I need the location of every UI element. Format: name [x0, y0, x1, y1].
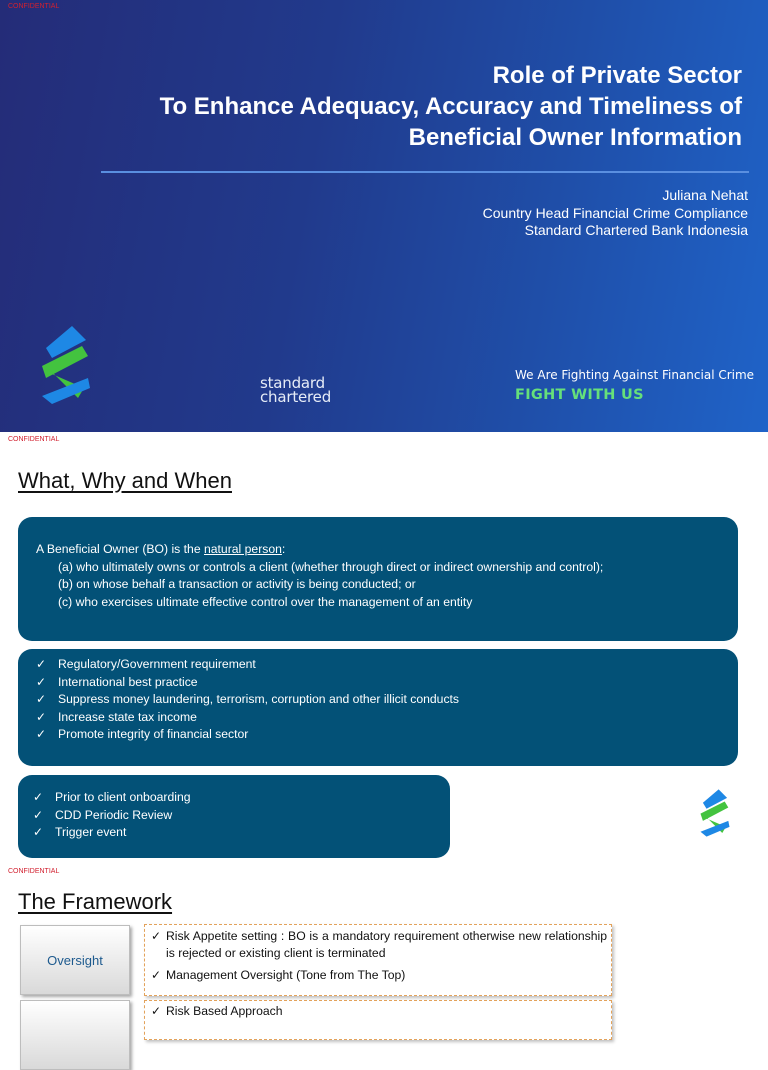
- list-item: ✓ Risk Based Approach: [151, 1004, 283, 1018]
- standard-chartered-wordmark: standard chartered: [260, 374, 332, 406]
- presenter-role: Country Head Financial Crime Compliance: [482, 204, 748, 221]
- list-item: ✓ CDD Periodic Review: [33, 807, 191, 825]
- title-line-1: Role of Private Sector: [492, 62, 742, 89]
- framework-label-box: [20, 1000, 130, 1070]
- check-icon: ✓: [151, 1004, 162, 1018]
- list-item: ✓ Regulatory/Government requirement: [36, 656, 459, 674]
- list-item: ✓ Promote integrity of financial sector: [36, 726, 459, 744]
- check-icon: ✓: [36, 692, 47, 706]
- check-icon: ✓: [33, 807, 44, 822]
- slogan: FIGHT WITH US: [515, 387, 644, 403]
- why-list: [36, 656, 459, 744]
- title-divider: [101, 171, 749, 173]
- when-list: [33, 789, 191, 842]
- confidential-label: CONFIDENTIAL: [8, 3, 60, 10]
- definition-item-a: (a) who ultimately owns or controls a client (whether through direct or indirect ownership and control);: [58, 559, 604, 574]
- list-item: ✓ Suppress money laundering, terrorism, corruption and other illicit conducts: [36, 691, 459, 709]
- list-item: ✓ Risk Appetite setting : BO is a mandatory requirement otherwise new relationship is rejected or existing client is terminated: [151, 929, 607, 960]
- slide-heading: The Framework: [18, 889, 173, 914]
- list-item: ✓ Increase state tax income: [36, 709, 459, 727]
- check-icon: ✓: [33, 825, 44, 839]
- why-box: [18, 649, 738, 766]
- when-box: [18, 775, 450, 858]
- presenter-org: Standard Chartered Bank Indonesia: [524, 222, 748, 238]
- bo-definition: A Beneficial Owner (BO) is the natural person:: [36, 542, 286, 556]
- confidential-label: CONFIDENTIAL: [8, 868, 60, 875]
- list-item: ✓ International best practice: [36, 674, 459, 692]
- check-icon: ✓: [36, 674, 47, 689]
- definition-item-c: (c) who exercises ultimate effective control over the management of an entity: [58, 594, 473, 609]
- presenter-block: [483, 187, 748, 240]
- framework-slide: [0, 864, 768, 1024]
- check-icon: ✓: [33, 790, 44, 804]
- what-why-when-slide: [0, 432, 768, 864]
- definition-item-b: (b) on whose behalf a transaction or activity is being conducted; or: [58, 577, 416, 591]
- standard-chartered-logo-icon: [698, 787, 732, 839]
- check-icon: ✓: [36, 727, 47, 741]
- what-box: [18, 517, 738, 641]
- check-icon: ✓: [151, 929, 162, 943]
- list-item: ✓ Management Oversight (Tone from The Top): [151, 968, 406, 982]
- oversight-detail-box: [144, 924, 612, 996]
- list-item: ✓ Prior to client onboarding: [33, 789, 191, 807]
- oversight-label-box: Oversight: [20, 925, 130, 995]
- title-line-3: Beneficial Owner Information: [408, 124, 742, 151]
- slide-heading: What, Why and When: [18, 468, 232, 493]
- tagline: We Are Fighting Against Financial Crime: [515, 368, 755, 382]
- presenter-name: Juliana Nehat: [662, 187, 748, 203]
- presentation-title: [62, 60, 742, 153]
- title-slide: [0, 0, 768, 432]
- check-icon: ✓: [151, 968, 162, 982]
- natural-person-emphasis: natural person: [203, 542, 282, 556]
- check-icon: ✓: [36, 709, 47, 724]
- check-icon: ✓: [36, 657, 47, 671]
- title-line-2: To Enhance Adequacy, Accuracy and Timeliness of: [159, 93, 742, 120]
- list-item: ✓ Trigger event: [33, 824, 191, 842]
- confidential-label: CONFIDENTIAL: [8, 436, 60, 443]
- standard-chartered-logo-icon: [38, 322, 94, 408]
- framework-detail-box: [144, 1000, 612, 1040]
